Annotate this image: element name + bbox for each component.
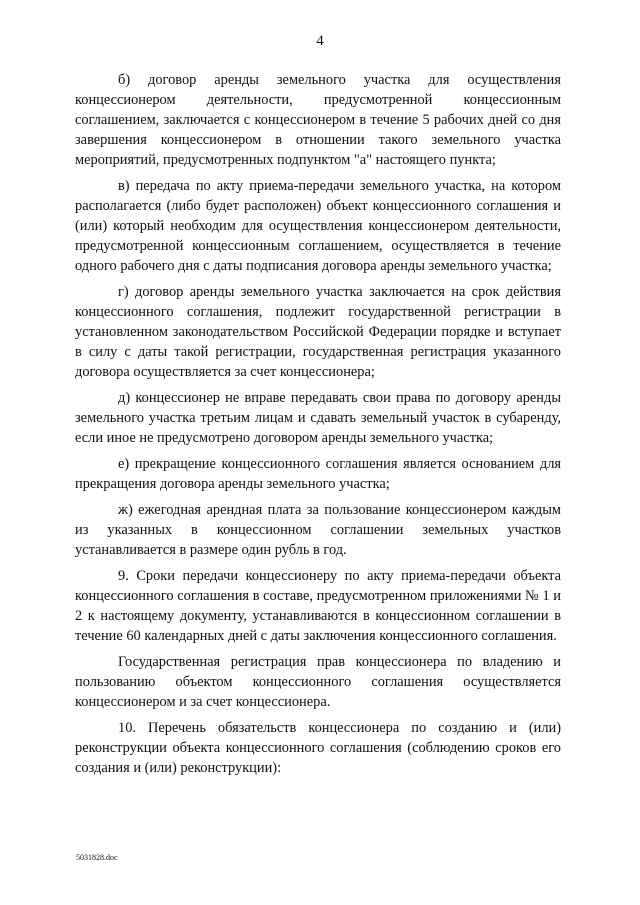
paragraph-zh-annual-rent: ж) ежегодная арендная плата за пользование концессионером каждым из указанных в концессионном соглашении земельных участков устанавливается в размере один рубль в год. bbox=[75, 502, 561, 558]
paragraph-9-transfer-terms: 9. Сроки передачи концессионеру по акту приема-передачи объекта концессионного соглашения в составе, предусмотренном приложениями № 1 и 2 к настоящему документу, устанавливаются в концессионном соглашении в течение 60 календарных дней с даты заключения концессионного соглашения. bbox=[75, 568, 561, 644]
paragraph-state-registration: Государственная регистрация прав концессионера по владению и пользованию объектом концессионного соглашения осуществляется концессионером и за счет концессионера. bbox=[75, 654, 561, 710]
document-body bbox=[75, 70, 561, 784]
footer-file-name: 5031828.doc bbox=[76, 853, 118, 862]
paragraph-g-lease-term: г) договор аренды земельного участка заключается на срок действия концессионного соглашения, подлежит государственной регистрации в установленном законодательством Российской Федерации порядке и вступает в силу с даты такой регистрации, государственная регистрация указанного договора осуществляется за счет концессионера; bbox=[75, 284, 561, 380]
paragraph-b-lease-agreement: б) договор аренды земельного участка для осуществления концессионером деятельности, предусмотренной концессионным соглашением, заключается с концессионером в течение 5 рабочих дней со дня завершения концессионером в отношении такого земельного участка мероприятий, предусмотренных подпунктом "а" настоящего пункта; bbox=[75, 72, 561, 168]
paragraph-e-termination: е) прекращение концессионного соглашения является основанием для прекращения договора аренды земельного участка; bbox=[75, 456, 561, 492]
paragraph-10-obligations: 10. Перечень обязательств концессионера по созданию и (или) реконструкции объекта концессионного соглашения (соблюдению сроков его создания и (или) реконструкции): bbox=[75, 720, 561, 776]
paragraph-v-transfer-act: в) передача по акту приема-передачи земельного участка, на котором располагается (либо будет расположен) объект концессионного соглашения и (или) который необходим для осуществления концессионером деятельности, предусмотренной концессионным соглашением, осуществляется в течение одного рабочего дня с даты подписания договора аренды земельного участка; bbox=[75, 178, 561, 274]
paragraph-d-sublease: д) концессионер не вправе передавать свои права по договору аренды земельного участка третьим лицам и сдавать земельный участок в субаренду, если иное не предусмотрено договором аренды земельного участка; bbox=[75, 390, 561, 446]
page-number: 4 bbox=[316, 33, 324, 49]
